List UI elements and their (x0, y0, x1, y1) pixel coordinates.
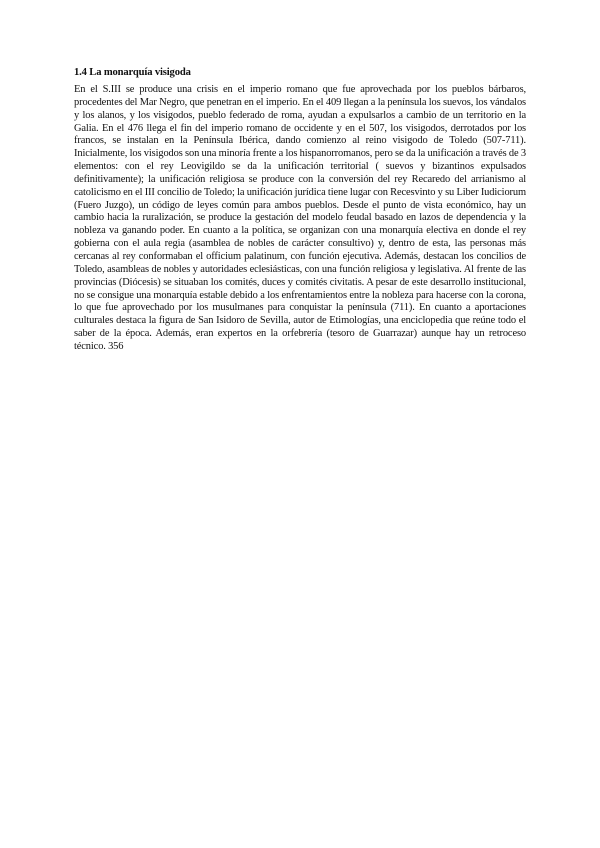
document-content (74, 66, 526, 354)
body-paragraph: En el S.III se produce una crisis en el imperio romano que fue aprovechada por los pueblos bárbaros, procedentes del Mar Negro, que penetran en el imperio. En el 409 llegan a la península los suevos, los vándalos y los alanos, y los visigodos, pueblo federado de roma, ayudan a expulsarlos a cambio de un territorio en la Galia. En el 476 llega el fin del imperio romano de occidente y en el 507, los visigodos, derrotados por los francos, se instalan en la Península Ibérica, dando comienzo al reino visigodo de Toledo (507-711). Inicialmente, los visigodos son una minoría frente a los hispanorromanos, pero se da la unificación a través de 3 elementos: con el rey Leovigildo se da la unificación territorial ( suevos y bizantinos expulsados definitivamente); la unificación religiosa se produce con la conversión del rey Recaredo del arrianismo al catolicismo en el III concilio de Toledo; la unificación jurídica tiene lugar con Recesvinto y su Liber Iudiciorum (Fuero Juzgo), un código de leyes común para ambos pueblos. Desde el punto de vista económico, hay un cambio hacia la ruralización, se produce la gestación del modelo feudal basado en lazos de dependencia y la nobleza va ganando poder. En cuanto a la política, se organizan con una monarquía electiva en donde el rey gobierna con el aula regia (asamblea de nobles de carácter consultivo) y, dentro de esta, las personas más cercanas al rey conformaban el officium palatinum, con función ejecutiva. Además, destacan los concilios de Toledo, asambleas de nobles y autoridades eclesiásticas, con una función religiosa y legislativa. Al frente de las provincias (Diócesis) se situaban los comités, duces y comités civitatis. A pesar de este desarrollo institucional, no se consigue una monarquía estable debido a los enfrentamientos entre la nobleza para hacerse con la corona, lo que fue aprovechado por los musulmanes para conquistar la península (711). En cuanto a aportaciones culturales destaca la figura de San Isidoro de Sevilla, autor de Etimologías, una enciclopedia que reúne todo el saber de la época. Además, eran expertos en la orfebrería (tesoro de Guarrazar) aunque hay un retroceso técnico. 356 (74, 84, 526, 352)
section-heading: 1.4 La monarquía visigoda (74, 67, 191, 78)
